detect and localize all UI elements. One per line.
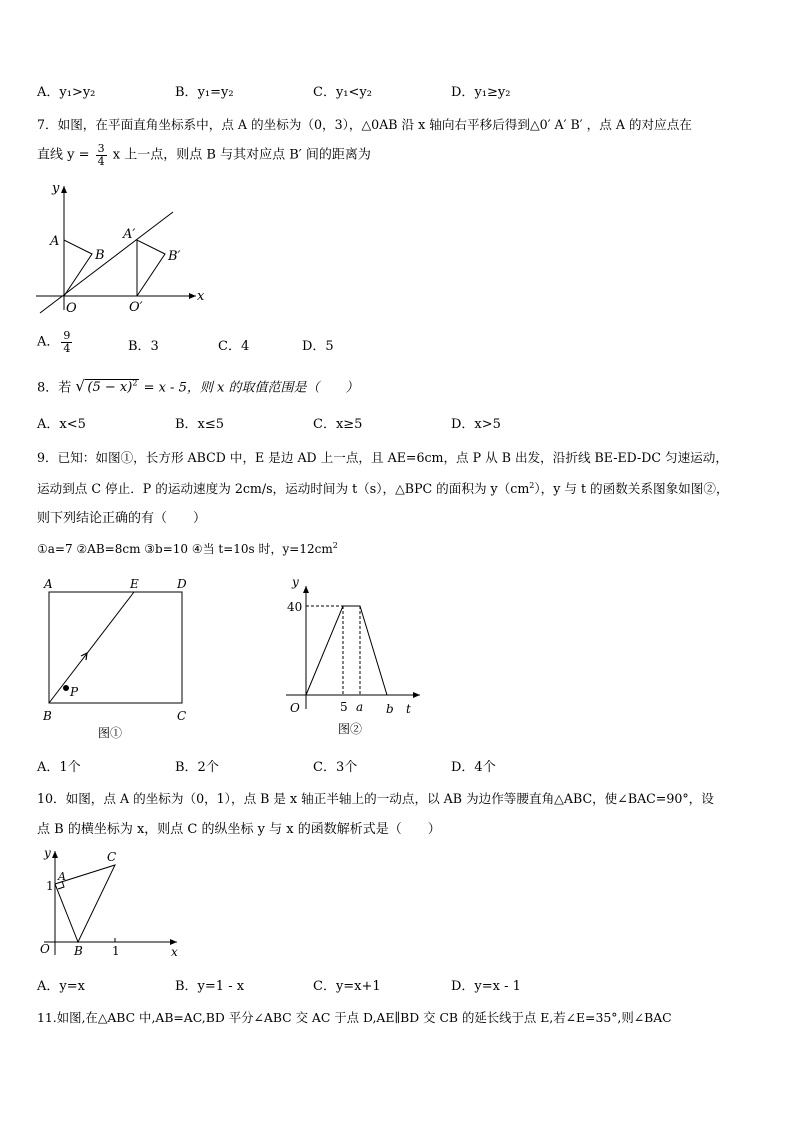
y-label: y <box>52 181 60 196</box>
graph-y-t <box>306 606 387 695</box>
q9-option-b: B．2个 <box>175 760 219 775</box>
q7-stem-line1: 7．如图，在平面直角坐标系中，点 A 的坐标为（0，3），△0AB 沿 x 轴向右平移后得到△0′ A′ B′ ，点 A 的对应点在 <box>37 117 692 132</box>
label-e: E <box>130 577 139 591</box>
triangle-oab-prime <box>137 240 165 296</box>
option-label: A． <box>37 85 60 100</box>
q7-figure <box>30 176 210 316</box>
q7-option-c: C．4 <box>218 339 250 354</box>
tick-5: 5 <box>340 700 348 714</box>
q8-option-d: D．x>5 <box>451 417 501 432</box>
y-axis-arrow <box>52 851 58 858</box>
rectangle-abcd <box>49 592 182 703</box>
q7-option-a-fraction: $\frac{9}{4}$ <box>63 329 71 355</box>
q8-sqrt: √ $(5 - x)^2$ <box>75 377 138 396</box>
q8-stem: 8．若 √ $(5 - x)^2 = x - 5$，则 x 的取值范围是（ ） <box>37 377 359 396</box>
option-text: y₁<y₂ <box>335 85 372 100</box>
label-d: D <box>177 577 187 591</box>
q9-option-d: D．4个 <box>451 760 496 775</box>
q10-stem-line1: 10．如图，点 A 的坐标为（0，1），点 B 是 x 轴正半轴上的一动点，以 AB 为边作等腰直角△ABC，使∠BAC=90°，设 <box>37 791 714 806</box>
q9-option-a: A．1个 <box>37 760 81 775</box>
q8-option-b: B．x≤5 <box>175 417 225 432</box>
y-axis-arrow <box>303 586 309 593</box>
q10-option-c: C．y=x+1 <box>313 979 381 994</box>
t-axis-arrow <box>413 692 420 698</box>
label-b: B <box>43 709 52 723</box>
o-label: O <box>40 942 50 956</box>
q8-option-c: C．x≥5 <box>313 417 363 432</box>
option-label: C． <box>313 85 336 100</box>
q10-option-a: A．y=x <box>37 979 85 994</box>
tick-40: 40 <box>287 600 303 614</box>
o-prime-label: O′ <box>129 300 143 315</box>
y-label: y <box>292 575 299 589</box>
label-c: C <box>177 709 187 723</box>
q10-option-b: B．y=1 - x <box>175 979 245 994</box>
q6-option-c <box>313 85 372 101</box>
q9-option-c: C．3个 <box>313 760 358 775</box>
label-p: P <box>70 685 79 699</box>
tick-1-y: 1 <box>46 879 54 893</box>
q6-option-b <box>175 85 234 101</box>
option-label: B． <box>175 85 198 100</box>
q9-figure-2 <box>280 574 430 744</box>
triangle-oab <box>64 240 92 296</box>
q10-option-d: D．y=x - 1 <box>451 979 521 994</box>
q8-option-a: A．x<5 <box>37 417 86 432</box>
q9-figure-1 <box>36 574 206 744</box>
q7-option-a: A． $\frac{9}{4}$ <box>37 329 71 355</box>
q7-option-d: D．5 <box>302 339 334 354</box>
q9-conclusions: ①a=7 ②AB=8cm ③b=10 ④当 t=10s 时，$y=12cm^2$ <box>37 541 338 556</box>
option-text: y₁≥y₂ <box>474 85 511 100</box>
q10-stem-line2: 点 B 的横坐标为 x，则点 C 的纵坐标 y 与 x 的函数解析式是（ ） <box>37 822 441 837</box>
q7-option-b: B．3 <box>128 339 159 354</box>
a-label: A <box>50 234 60 249</box>
b-label: B <box>74 944 83 958</box>
tick-a: a <box>356 700 364 714</box>
b-prime-label: B′ <box>168 249 181 264</box>
option-text: y₁>y₂ <box>59 85 96 100</box>
line-y-3-4x <box>40 212 173 313</box>
option-text: y₁=y₂ <box>197 85 234 100</box>
b-label: B <box>95 248 105 263</box>
q9-stem-line2: 运动到点 C 停止．P 的运动速度为 2cm/s，运动时间为 t（s），△BPC 的面积为 $y(cm^2)$，y 与 t 的函数关系图象如图②， <box>37 481 729 497</box>
q6-option-d <box>451 85 510 101</box>
y-axis-arrow <box>61 186 67 193</box>
tick-b: b <box>386 702 394 716</box>
x-axis-arrow <box>189 293 196 299</box>
q11-stem-line1: 11.如图,在△ABC 中,AB=AC,BD 平分∠ABC 交 AC 于点 D,AE∥BD 交 CB 的延长线于点 E,若∠E=35°,则∠BAC <box>37 1010 672 1025</box>
caption-fig2: 图② <box>338 722 363 736</box>
tick-1-x: 1 <box>112 944 120 958</box>
q10-figure <box>34 843 184 963</box>
caption-fig1: 图① <box>98 726 123 740</box>
q7-stem-line2: 直线 y = $\frac{3}{4}$ x 上一点，则点 B 与其对应点 B′ 间的距离为 <box>37 142 371 168</box>
segment-be <box>49 592 134 703</box>
q9-stem-line3: 则下列结论正确的有（ ） <box>37 511 207 526</box>
x-label: x <box>197 289 205 304</box>
t-label: t <box>406 702 411 716</box>
sqrt-sign-icon: √ <box>75 377 85 395</box>
q6-option-a <box>37 85 95 101</box>
o-label: O <box>66 301 77 316</box>
q9-stem-line1: 9．已知：如图①，长方形 ABCD 中，E 是边 AD 上一点，且 AE=6cm，点 P 从 B 出发，沿折线 BE-ED-DC 匀速运动， <box>37 450 728 465</box>
c-label: C <box>107 850 117 864</box>
x-label: x <box>171 945 178 959</box>
y-label: y <box>44 846 51 860</box>
o-label: O <box>290 701 300 715</box>
option-label: D． <box>451 85 475 100</box>
label-a: A <box>44 577 53 591</box>
a-prime-label: A′ <box>123 227 136 242</box>
point-p <box>63 685 69 691</box>
a-label: A <box>58 870 66 883</box>
q7-fraction: $\frac{3}{4}$ <box>97 142 105 168</box>
